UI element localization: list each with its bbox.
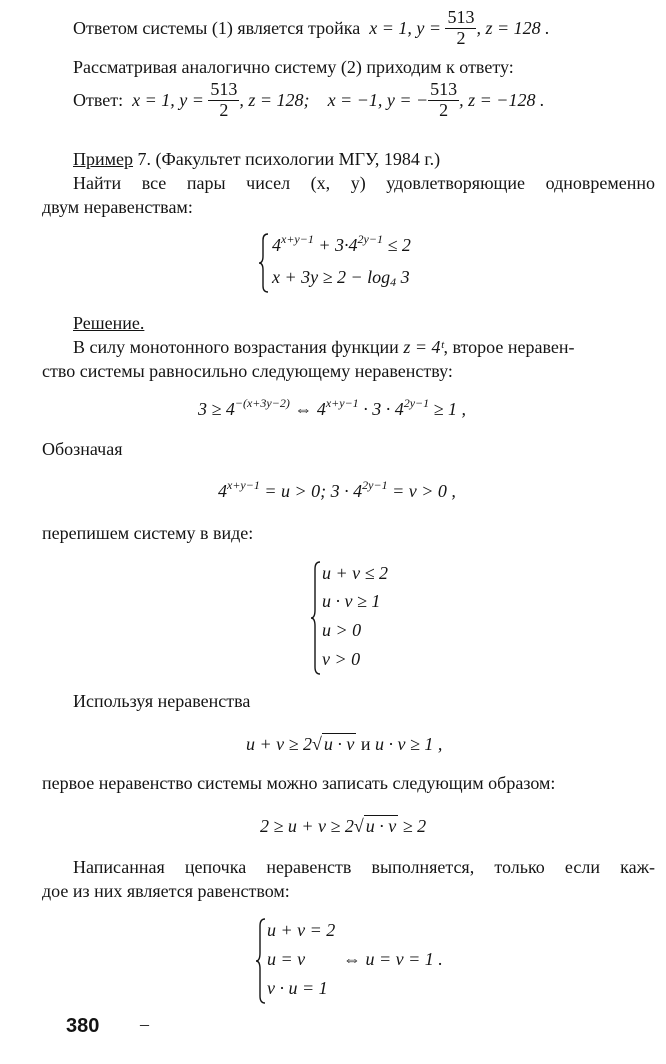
system-1-row-2: x + 3y ≥ 2 − log4 3 — [272, 267, 410, 289]
left-brace-icon — [255, 917, 267, 1005]
example-source: 7. (Факультет психологии МГУ, 1984 г.) — [137, 149, 441, 169]
exponent: 2y−1 — [403, 396, 430, 410]
page-number: 380 — [66, 1015, 100, 1037]
part: ≥ 2 — [398, 816, 427, 836]
math-x: x = 1, — [132, 89, 175, 110]
square-root: √ u · v — [312, 734, 355, 754]
example-label: Пример — [73, 149, 134, 169]
part: u · v ≥ 1 , — [375, 734, 443, 754]
denominator: 2 — [219, 99, 229, 120]
inequality-chain — [260, 815, 426, 838]
first-inequality-line: первое неравенство системы можно записать следующим образом: — [42, 773, 556, 793]
analogous-line: Рассматривая аналогично систему (2) приходим к ответу: — [73, 57, 514, 77]
equivalent-inequality — [198, 398, 466, 421]
text: , второе неравен- — [443, 337, 575, 357]
denominator: 2 — [456, 27, 466, 48]
solution-heading: Решение. — [73, 313, 145, 333]
system-2-row: u · v ≥ 1 — [322, 591, 381, 611]
footer-dash: – — [140, 1014, 149, 1034]
math-z: , z = 128 . — [476, 17, 550, 38]
math-z-neg: , z = −128 . — [459, 89, 545, 110]
math-z: , z = 128; — [239, 89, 310, 110]
math-x-neg: x = −1, — [327, 89, 383, 110]
fraction-513-2 — [208, 80, 239, 121]
left-brace-icon — [310, 560, 322, 676]
part: 3 ≥ 4 — [198, 399, 235, 419]
answer-system-1-line — [73, 8, 550, 49]
example-heading — [73, 148, 440, 171]
part: ≥ 1 , — [429, 399, 467, 419]
system-1-row-1: $4^{x+y-1} + 3\cdot 4^{2y-1} \le 2$ — [272, 232, 411, 255]
conjunction: и — [356, 734, 376, 754]
denominator: 2 — [439, 99, 449, 120]
system-3-row: u = v — [267, 949, 306, 969]
answer-label: Ответ: — [73, 89, 124, 110]
part: u + v ≥ 2 — [246, 734, 313, 754]
system-3-row: v · u = 1 — [267, 978, 328, 998]
task-line-2: двум неравенствам: — [42, 197, 193, 217]
exponent: 2y−1 — [362, 478, 388, 492]
system-3 — [255, 917, 465, 1005]
left-brace-icon — [258, 232, 270, 294]
task-line-1: Найти все пары чисел (x, y) удовлетворяющие одновременно — [73, 173, 655, 193]
notation-label: Обозначая — [42, 439, 123, 459]
chain-line-2: дое из них является равенством: — [42, 881, 290, 901]
chain-line-1: Написанная цепочка неравенств выполняется, только если каж- — [73, 857, 655, 877]
solution-line-1 — [73, 336, 655, 359]
exponent: x+y−1 — [227, 478, 260, 492]
system-1 — [258, 232, 478, 294]
part: = v > 0 , — [387, 481, 456, 501]
substitution — [218, 480, 456, 503]
math-function: z = 4ᵗ — [403, 337, 444, 357]
math-x: x = 1, — [369, 17, 412, 38]
numerator: 513 — [210, 79, 238, 99]
math-y-neg: y = − — [386, 89, 429, 110]
system-3-row: u + v = 2 — [267, 920, 336, 940]
math-y: y = — [416, 17, 441, 38]
part: 2 ≥ u + v ≥ 2 — [260, 816, 354, 836]
numerator: 513 — [430, 79, 458, 99]
using-line: Используя неравенства — [73, 691, 251, 711]
part: ⇔ 4 — [289, 399, 326, 419]
fraction-513-2 — [428, 80, 459, 121]
text: Ответом системы (1) является тройка — [73, 17, 361, 38]
numerator: 513 — [447, 7, 475, 27]
system-2-row: u + v ≤ 2 — [322, 563, 389, 583]
solution-line-2: ство системы равносильно следующему неравенству: — [42, 361, 453, 381]
square-root: √ u · v — [353, 816, 397, 836]
fraction-513-2 — [445, 8, 476, 49]
radicand: u · v — [365, 816, 397, 836]
exponent: x+y−1 — [325, 396, 359, 410]
answer-line — [73, 80, 544, 121]
system-2-row: u > 0 — [322, 620, 362, 640]
part: = u > 0; 3 · 4 — [259, 481, 363, 501]
exponent: −(x+3y−2) — [234, 396, 290, 410]
system-2-row: v > 0 — [322, 649, 361, 669]
part: 4 — [218, 481, 227, 501]
rewrite-line: перепишем систему в виде: — [42, 523, 254, 543]
system-3-result: ⇔ u = v = 1 . — [343, 949, 443, 969]
math-y: y = — [179, 89, 204, 110]
radicand: u · v — [323, 734, 355, 754]
text: В силу монотонного возрастания функции — [73, 337, 399, 357]
system-2 — [310, 560, 430, 676]
part: · 3 · 4 — [358, 399, 404, 419]
am-gm-inequality — [246, 733, 442, 756]
